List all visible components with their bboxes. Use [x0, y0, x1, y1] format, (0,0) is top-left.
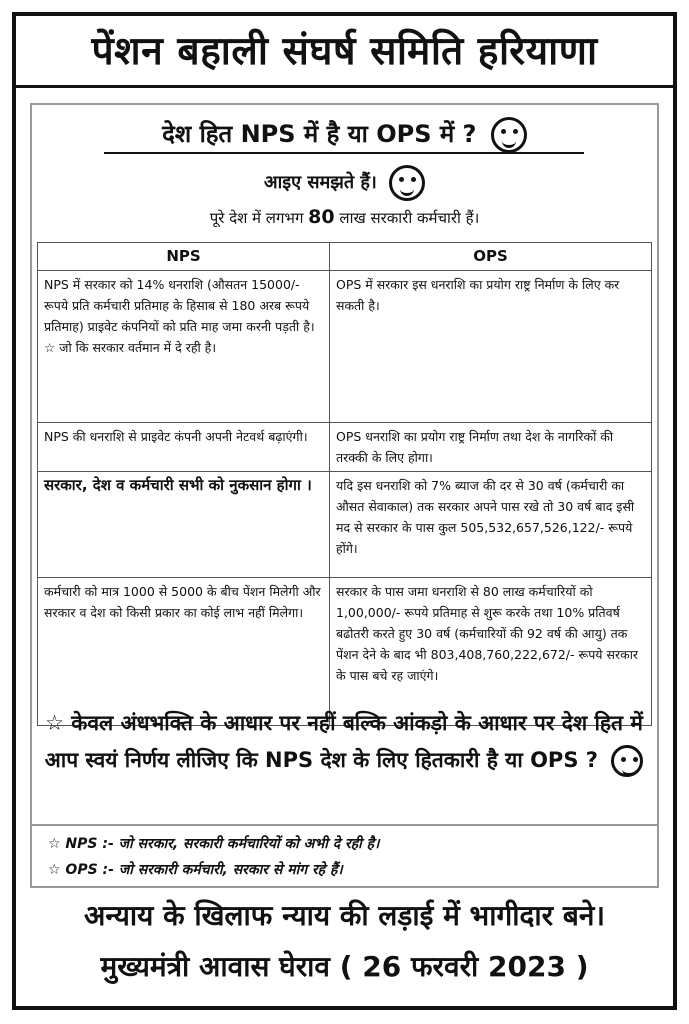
table-row [38, 472, 652, 578]
ops-cell: OPS में सरकार इस धनराशि का प्रयोग राष्ट्र निर्माण के लिए कर सकती है। [330, 271, 652, 423]
thinking-face-icon [389, 165, 425, 201]
ops-cell: सरकार के पास जमा धनराशि से 80 लाख कर्मचारियों को 1,00,000/- रूपये प्रतिमाह से शुरू करके तथा 10% प्रतिवर्ष बढोतरी करते हुए 30 वर्ष (कर्मचारियों की 92 वर्ष की आयु) तक पेंशन देने के बाद भी 803,408,760,222,672/- रूपये सरकार के पास बचे रह जाएंगे। [330, 578, 652, 726]
thinking-face-icon [611, 745, 643, 777]
legend-divider [30, 824, 659, 826]
ops-cell: OPS धनराशि का प्रयोग राष्ट्र निर्माण तथा देश के नागरिकों की तरक्की के लिए होगा। [330, 423, 652, 472]
explain-text: आइए समझते हैं। [263, 172, 377, 193]
header-ops: OPS [330, 243, 652, 271]
table-row [38, 423, 652, 472]
table-header-row [38, 243, 652, 271]
poster-title: पेंशन बहाली संघर्ष समिति हरियाणा [91, 29, 598, 74]
closing-text: ☆ केवल अंधभक्ति के आधार पर नहीं बल्कि आंकड़ो के आधार पर देश हित में आप स्वयं निर्णय लीजिए कि NPS देश के लिए हितकारी है या OPS ? [44, 711, 643, 772]
ops-cell: यदि इस धनराशि को 7% ब्याज की दर से 30 वर्ष (कर्मचारी का औसत सेवाकाल) तक सरकार अपने पास रखे तो 30 वर्ष बाद इसी मद से सरकार के पास कुल 505,532,657,526,122/- रूपये होंगे। [330, 472, 652, 578]
employees-prefix: पूरे देश में लगभग [209, 209, 304, 227]
employees-line [0, 203, 689, 231]
footer-slogan: अन्याय के खिलाफ न्याय की लड़ाई में भागीदार बने। [84, 899, 605, 932]
nps-text: सरकार, देश व कर्मचारी सभी को नुकसान होगा । [44, 476, 312, 494]
footer-event: मुख्यमंत्री आवास घेराव ( 26 फरवरी 2023 ) [100, 950, 589, 983]
nps-text: NPS में सरकार को 14% धनराशि (औसतन 15000/- रूपये प्रति कर्मचारी प्रतिमाह के हिसाब से 180 अरब रूपये प्रतिमाह) प्राइवेट कंपनियों को प्रति माह जमा करनी पड़ती है। [44, 277, 315, 334]
employees-suffix: लाख सरकारी कर्मचारी हैं। [339, 209, 480, 227]
thinking-face-icon [491, 117, 527, 153]
nps-cell [38, 271, 330, 423]
comparison-table [37, 242, 652, 726]
employees-number: 80 [308, 206, 335, 228]
table-row [38, 578, 652, 726]
title-divider [16, 85, 673, 88]
question-text: देश हित NPS में है या OPS में ? [162, 120, 477, 148]
nps-cell [38, 472, 330, 578]
nps-note: ☆ जो कि सरकार वर्तमान में दे रही है। [44, 340, 217, 355]
nps-cell: कर्मचारी को मात्र 1000 से 5000 के बीच पेंशन मिलेगी और सरकार व देश को किसी प्रकार का कोई लाभ नहीं मिलेगा। [38, 578, 330, 726]
question-underline [104, 152, 584, 154]
table-row [38, 271, 652, 423]
explain-line [0, 165, 689, 201]
legend-nps: ☆ NPS :- जो सरकार, सरकारी कर्मचारियों को अभी दे रही है। [48, 836, 380, 852]
closing-statement [44, 705, 644, 823]
main-question [0, 112, 689, 156]
legend-ops: ☆ OPS :- जो सरकारी कर्मचारी, सरकार से मांग रहे हैं। [48, 862, 343, 878]
nps-cell: NPS की धनराशि से प्राइवेट कंपनी अपनी नेटवर्थ बढ़ाएंगी। [38, 423, 330, 472]
header-nps: NPS [38, 243, 330, 271]
